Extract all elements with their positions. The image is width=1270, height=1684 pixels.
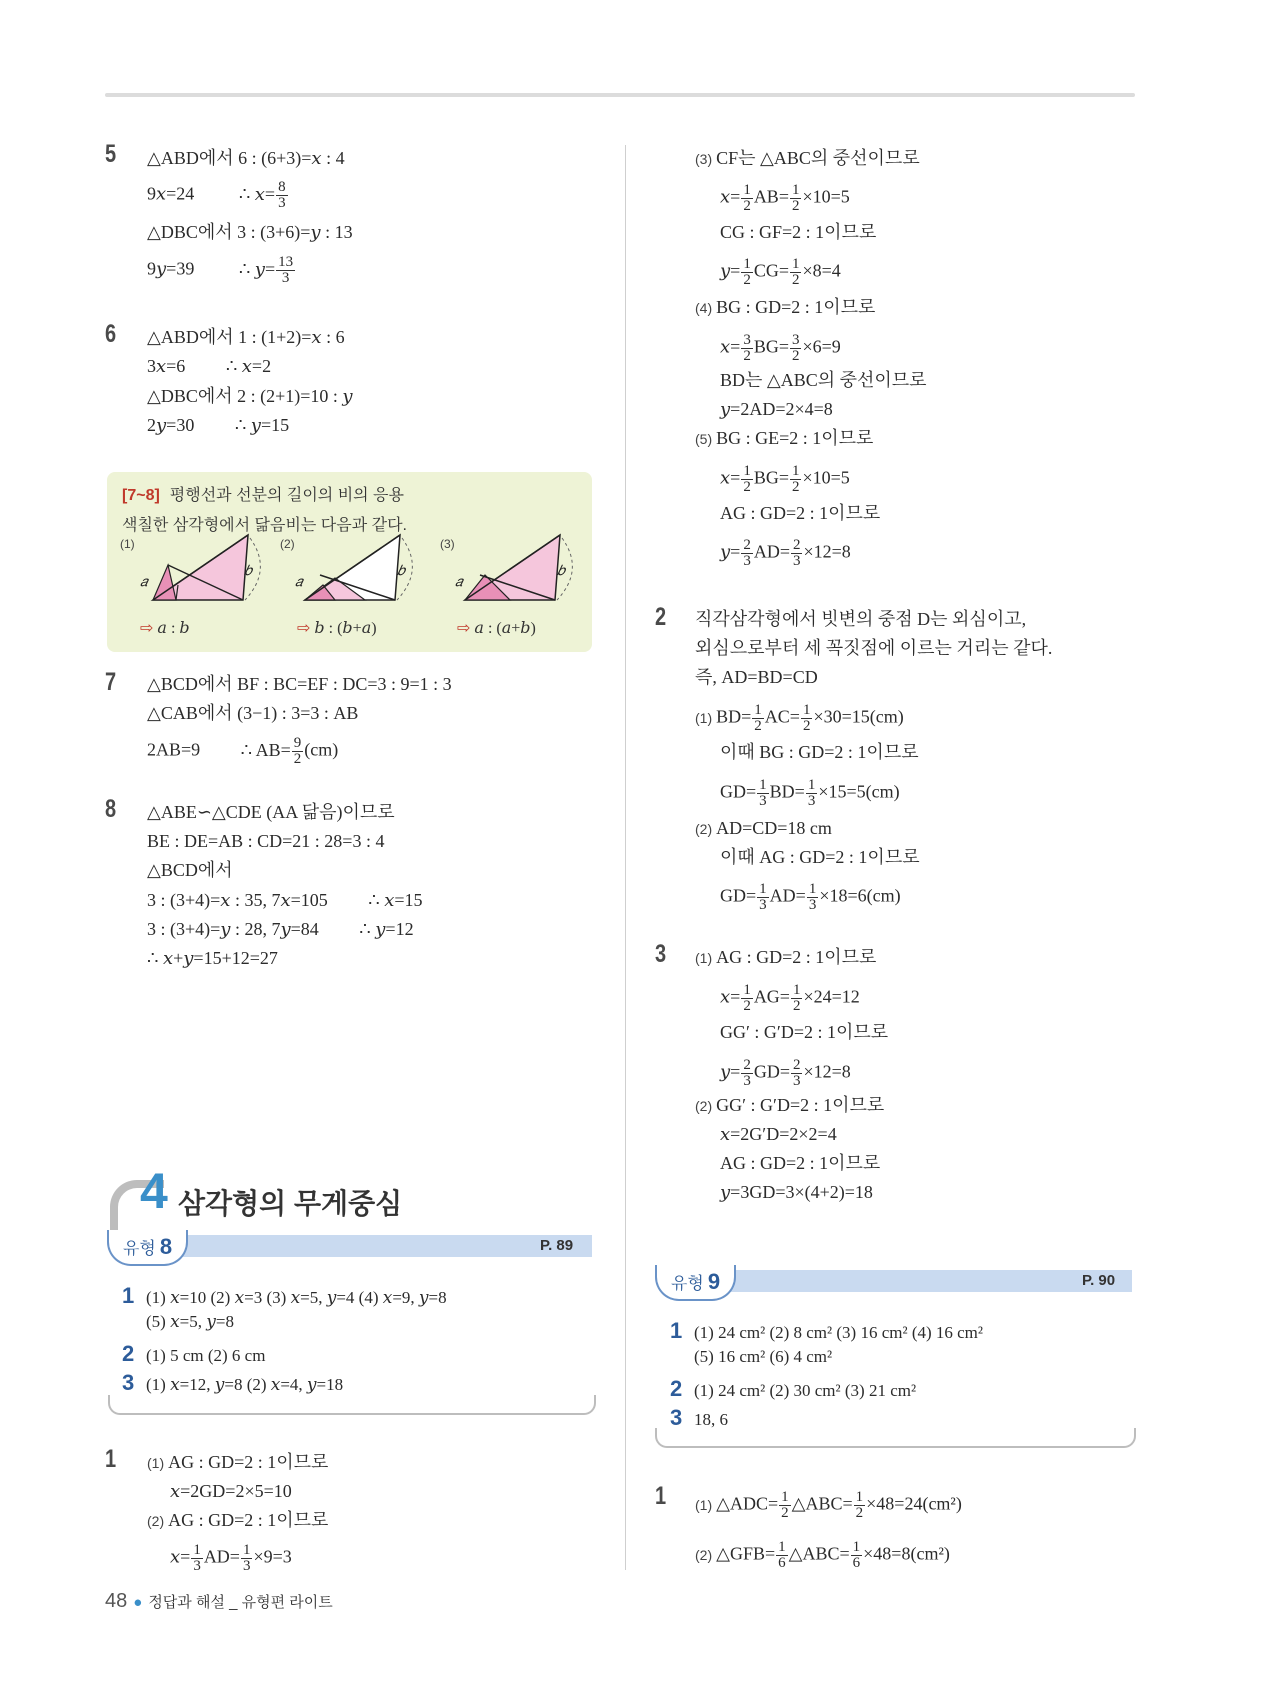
equation: ∴ 𝑥=15	[368, 890, 423, 910]
equation: 3 : (3+4)=𝑦 : 28, 7𝑦=84	[147, 919, 319, 939]
answer-row: 1 (1) 24 cm² (2) 8 cm² (3) 16 cm² (4) 16 cm²	[670, 1318, 983, 1343]
solution-line: 𝑥= $\frac{1}{3}$ AD= $\frac{1}{3}$ ×9=3	[170, 1542, 292, 1574]
answer-box-bottom	[655, 1428, 1136, 1448]
fraction: $\frac{1}{2}$	[781, 1489, 789, 1521]
solution-line: GD= $\frac{1}{3}$ AD= $\frac{1}{3}$ ×18=6(cm)	[720, 881, 901, 913]
answer-row: 3 (1) 𝑥=12, 𝑦=8 (2) 𝑥=4, 𝑦=18	[122, 1370, 344, 1395]
label-a: 𝑎	[295, 575, 303, 590]
fraction: $\frac{2}{3}$	[792, 1057, 801, 1089]
solution-line: (2) AD=CD=18 cm	[695, 818, 832, 838]
solution-line	[147, 180, 289, 211]
fraction: $\frac{1}{3}$	[759, 881, 767, 913]
problem-number: 1	[105, 1445, 117, 1473]
fraction: $\frac{8}{3}$	[278, 179, 286, 211]
figure-label: (2)	[280, 537, 295, 551]
label-b: 𝑏	[557, 564, 565, 579]
label-b: 𝑏	[244, 564, 252, 579]
fraction: $\frac{2}{3}$	[743, 1057, 751, 1089]
fraction: $\frac{1}{3}$	[759, 777, 767, 809]
figure-answer: ⇨ 𝑎 : (𝑎+𝑏)	[457, 618, 536, 637]
solution-line: GD= $\frac{1}{3}$ BD= $\frac{1}{3}$ ×15=5(cm)	[720, 777, 900, 809]
fraction: $\frac{1}{2}$	[855, 1489, 864, 1521]
problem-number: 5	[105, 140, 117, 168]
equation: ∴ 𝑥=2	[225, 356, 272, 376]
equation: 3 : (3+4)=𝑥 : 35, 7𝑥=105	[147, 890, 328, 910]
problem-number: 6	[105, 320, 117, 348]
answer-box-bottom	[108, 1395, 596, 1415]
fraction: $\frac{1}{2}$	[791, 463, 800, 495]
solution-line: 2AB=9 ∴ AB= $\frac{9}{2}$ (cm)	[147, 735, 339, 767]
solution-line	[147, 255, 296, 286]
solution-line: CG : GF=2 : 1이므로	[720, 222, 877, 242]
fraction: $\frac{1}{2}$	[792, 982, 801, 1014]
solution-line: 이때 AG : GD=2 : 1이므로	[720, 847, 920, 867]
solution-line: (1) AG : GD=2 : 1이므로	[695, 947, 877, 967]
type-header-bar	[150, 1235, 592, 1257]
figure-label: (1)	[120, 537, 135, 551]
solution-line: AG : GD=2 : 1이므로	[720, 1153, 881, 1173]
solution-line: 𝑥= $\frac{1}{2}$ BG= $\frac{1}{2}$ ×10=5	[720, 463, 850, 495]
tip-title: 평행선과 선분의 길이의 비의 응용	[169, 487, 404, 504]
solution-line: △ABD에서 6 : (6+3)=𝑥 : 4	[147, 148, 345, 168]
answer-row: (5) 16 cm² (6) 4 cm²	[694, 1347, 833, 1366]
fraction: $\frac{13}{3}$	[278, 254, 294, 286]
answer-row: 2 (1) 5 cm (2) 6 cm	[122, 1341, 266, 1366]
solution-line: (1) △ADC= $\frac{1}{2}$ △ABC= $\frac{1}{2}$ ×48=24(cm²)	[695, 1489, 962, 1521]
label-a: 𝑎	[455, 575, 463, 590]
solution-line: 직각삼각형에서 빗변의 중점 D는 외심이고,	[695, 609, 1027, 629]
solution-line: 𝑦=3GD=3×(4+2)=18	[720, 1182, 873, 1202]
solution-line: (1) AG : GD=2 : 1이므로	[147, 1452, 329, 1472]
solution-line: BE : DE=AB : CD=21 : 28=3 : 4	[147, 831, 385, 851]
solution-line: 이때 BG : GD=2 : 1이므로	[720, 742, 919, 762]
equation: ∴ AB=	[240, 739, 291, 760]
fraction: $\frac{9}{2}$	[293, 735, 302, 767]
problem-number: 2	[655, 603, 667, 631]
solution-line: (2) GG′ : G′D=2 : 1이므로	[695, 1095, 885, 1115]
figure-label: (3)	[440, 537, 455, 551]
equation: 2AB=9	[147, 739, 201, 760]
fraction: $\frac{1}{2}$	[743, 182, 751, 214]
fraction: $\frac{1}{2}$	[743, 463, 751, 495]
equation: 2𝑦=30	[147, 415, 195, 435]
solution-line: (2) △GFB= $\frac{1}{6}$ △ABC= $\frac{1}{6}$ ×48=8(cm²)	[695, 1539, 950, 1571]
section-heading: 삼각형의 무게중심	[178, 1188, 403, 1219]
solution-line: 𝑦= $\frac{1}{2}$ CG= $\frac{1}{2}$ ×8=4	[720, 256, 841, 288]
solution-line: △CAB에서 (3−1) : 3=3 : AB	[147, 703, 359, 723]
fraction: $\frac{1}{2}$	[743, 982, 751, 1014]
equation: 9𝑥=24	[147, 183, 195, 204]
type-tag: 유형 8	[107, 1230, 188, 1266]
tip-tag: [7~8]	[122, 487, 160, 504]
answer-row: 2 (1) 24 cm² (2) 30 cm² (3) 21 cm²	[670, 1376, 917, 1401]
solution-line: 𝑥=2GD=2×5=10	[170, 1481, 292, 1501]
equation: ∴ 𝑦=	[238, 258, 276, 279]
fraction: $\frac{1}{3}$	[808, 881, 817, 913]
solution-line	[147, 413, 289, 437]
page-reference: P. 89	[540, 1237, 574, 1254]
solution-line: GG′ : G′D=2 : 1이므로	[720, 1022, 889, 1042]
triangle-figure-2	[295, 530, 435, 610]
problem-number: 3	[655, 940, 667, 968]
solution-line: 𝑥= $\frac{1}{2}$ AB= $\frac{1}{2}$ ×10=5	[720, 182, 850, 214]
fraction: $\frac{1}{3}$	[193, 1542, 201, 1574]
solution-line: △DBC에서 2 : (2+1)=10 : 𝑦	[147, 386, 353, 406]
solution-line: 𝑦= $\frac{2}{3}$ GD= $\frac{2}{3}$ ×12=8	[720, 1057, 851, 1089]
type-header-bar	[700, 1270, 1132, 1292]
fraction: $\frac{3}{2}$	[791, 332, 800, 364]
top-rule	[105, 93, 1135, 97]
page-footer	[105, 1590, 333, 1613]
fraction: $\frac{1}{6}$	[852, 1539, 861, 1571]
problem-number: 7	[105, 668, 117, 696]
solution-line: BD는 △ABC의 중선이므로	[720, 370, 927, 390]
section-number: 4	[140, 1163, 168, 1219]
solution-line: 𝑦=2AD=2×4=8	[720, 399, 833, 419]
page-reference: P. 90	[1082, 1272, 1116, 1289]
solution-line: △ABE∽△CDE (AA 닮음)이므로	[147, 802, 395, 822]
solution-line: 𝑥= $\frac{3}{2}$ BG= $\frac{3}{2}$ ×6=9	[720, 332, 841, 364]
triangle-figure-3	[455, 530, 595, 610]
equation: ∴ 𝑦=15	[234, 415, 290, 435]
solution-line: (3) CF는 △ABC의 중선이므로	[695, 148, 920, 168]
fraction: $\frac{1}{2}$	[754, 702, 762, 734]
equation: ∴ 𝑦=12	[359, 919, 414, 939]
solution-line: 𝑥= $\frac{1}{2}$ AG= $\frac{1}{2}$ ×24=12	[720, 982, 860, 1014]
equation: ∴ 𝑥=	[238, 183, 276, 204]
solution-line: △ABD에서 1 : (1+2)=𝑥 : 6	[147, 327, 345, 347]
equation: 9𝑦=39	[147, 258, 195, 279]
solution-line: 𝑥=2G′D=2×2=4	[720, 1124, 837, 1144]
solution-line: AG : GD=2 : 1이므로	[720, 503, 881, 523]
arrow-icon: ⇨	[457, 618, 471, 637]
solution-line: (5) BG : GE=2 : 1이므로	[695, 428, 874, 448]
fraction: $\frac{2}{3}$	[792, 537, 801, 569]
bullet-icon: ●	[133, 1594, 143, 1611]
fraction: $\frac{1}{6}$	[778, 1539, 786, 1571]
solution-line: (1) BD= $\frac{1}{2}$ AC= $\frac{1}{2}$ ×30=15(cm)	[695, 702, 904, 734]
equation: 3𝑥=6	[147, 356, 186, 376]
tip-subtitle: 색칠한 삼각형에서 닮음비는 다음과 같다.	[122, 517, 407, 534]
solution-line	[147, 888, 423, 912]
page-number: 48	[105, 1590, 128, 1612]
fraction: $\frac{3}{2}$	[743, 332, 751, 364]
problem-number: 8	[105, 795, 117, 823]
answer-row: 3 18, 6	[670, 1405, 728, 1430]
solution-line	[147, 354, 271, 378]
solution-line: (2) AG : GD=2 : 1이므로	[147, 1510, 329, 1530]
fraction: $\frac{2}{3}$	[743, 537, 751, 569]
label-a: 𝑎	[140, 575, 148, 590]
arrow-icon: ⇨	[140, 618, 154, 637]
solution-line: △BCD에서	[147, 860, 233, 880]
fraction: $\frac{1}{3}$	[807, 777, 816, 809]
fraction: $\frac{1}{2}$	[791, 256, 800, 288]
answer-row: (5) 𝑥=5, 𝑦=8	[146, 1312, 234, 1331]
triangle-figure-1	[138, 530, 278, 610]
solution-line: ∴ 𝑥+𝑦=15+12=27	[147, 948, 278, 968]
figure-answer: ⇨ 𝑎 : 𝑏	[140, 618, 190, 637]
fraction: $\frac{1}{2}$	[802, 702, 811, 734]
fraction: $\frac{1}{2}$	[791, 182, 800, 214]
column-divider	[625, 145, 626, 1570]
solution-line: 𝑦= $\frac{2}{3}$ AD= $\frac{2}{3}$ ×12=8	[720, 537, 851, 569]
solution-line: △BCD에서 BF : BC=EF : DC=3 : 9=1 : 3	[147, 674, 452, 694]
answer-row: 1 (1) 𝑥=10 (2) 𝑥=3 (3) 𝑥=5, 𝑦=4 (4) 𝑥=9, 𝑦=8	[122, 1283, 447, 1308]
solution-line: △DBC에서 3 : (3+6)=𝑦 : 13	[147, 222, 353, 242]
label-b: 𝑏	[397, 564, 405, 579]
problem-number: 1	[655, 1482, 667, 1510]
solution-line: 외심으로부터 세 꼭짓점에 이르는 거리는 같다.	[695, 638, 1053, 658]
fraction: $\frac{1}{2}$	[743, 256, 751, 288]
footer-text: 정답과 해설 _ 유형편 라이트	[148, 1594, 333, 1611]
fraction: $\frac{1}{3}$	[242, 1542, 251, 1574]
arrow-icon: ⇨	[297, 618, 311, 637]
solution-line	[147, 917, 414, 941]
solution-line: (4) BG : GD=2 : 1이므로	[695, 297, 876, 317]
tip-heading	[122, 482, 404, 505]
figure-answer: ⇨ 𝑏 : (𝑏+𝑎)	[297, 618, 377, 637]
type-tag: 유형 9	[655, 1265, 736, 1301]
solution-line: 즉, AD=BD=CD	[695, 667, 818, 687]
